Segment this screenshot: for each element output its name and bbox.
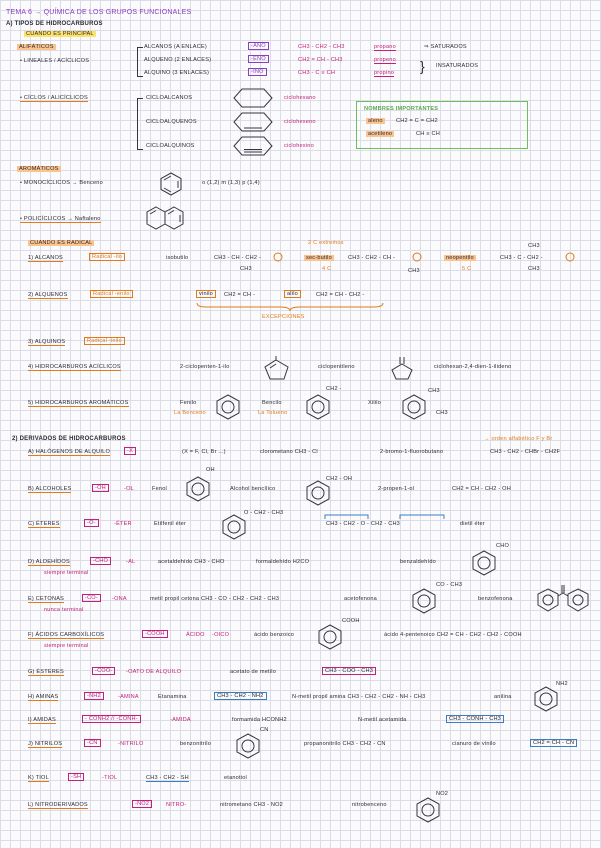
benzaldehyde-icon: [472, 550, 496, 576]
aciclicos-ex2: ciclopentileno: [318, 364, 355, 370]
cyclopentylidene-icon: [390, 356, 416, 380]
radical-aciclicos-label: 4) HIDROCARBUROS ACÍCLICOS: [28, 364, 121, 370]
radical-alquinos-label: 3) ALQUINOS: [28, 339, 66, 345]
sec-butilo-formula: CH3 - CH2 - CH -: [348, 255, 396, 261]
nitrobenceno-no2: NO2: [436, 791, 449, 797]
benzonitrilo-cn: CN: [260, 727, 269, 733]
lineales-label: • LINEALES / ACÍCLICOS: [20, 58, 90, 64]
tiol-label: K) TIOL: [28, 775, 49, 781]
benzyl-alcohol-icon: [306, 480, 330, 506]
esteres-label: G) ÉSTERES: [28, 669, 64, 675]
acido-pentenoico-text: ácido 4-pentenoico CH2 = CH - CH2 - CH2 - COOH: [384, 632, 522, 638]
halogenos-ex2: 2-bromo-1-fluorobutano: [380, 449, 444, 455]
aldehidos-box: -CHO: [90, 557, 111, 565]
naphthalene-icon: [146, 206, 186, 232]
fenilo-sub: La Benceno: [174, 410, 206, 416]
benzofenona-name: benzofenona: [478, 596, 513, 602]
alquinos-formula: CH3 - C ≡ CH: [298, 70, 336, 76]
alquinos-suffix: -INO: [248, 68, 267, 76]
cyclohexane-icon: [234, 89, 272, 107]
acetaldehido-text: acetaldehído CH3 - CHO: [158, 559, 225, 565]
cyclopentenyl-icon: [262, 356, 294, 382]
etanamina-name: Etanamina: [158, 694, 187, 700]
esteres-suffix: -OATO DE ALQUILO: [126, 669, 182, 675]
halogenos-box: -X: [124, 447, 136, 455]
formaldehido-text: formaldehído H2CO: [256, 559, 310, 565]
xililo-ch3-a: CH3: [428, 388, 440, 394]
ciclohexano-name: ciclohexano: [284, 95, 316, 101]
nitrilos-suffix: -NITRILO: [118, 741, 144, 747]
ciclicos-bracket: [137, 98, 143, 150]
aminas-label: H) AMINAS: [28, 694, 59, 700]
halogenos-ex2-formula: CH3 - CH2 - CHBr - CH2F: [490, 449, 561, 455]
nitroderivados-label: L) NITRODERIVADOS: [28, 802, 88, 808]
cetonas-label: E) CETONAS: [28, 596, 65, 602]
alquinos-label: ALQUINO (3 ENLACES): [144, 70, 210, 76]
aciclicos-ex1: 2-ciclopenten-1-ilo: [180, 364, 230, 370]
alquenos-name: propeno: [374, 57, 396, 63]
n-metil-propil-amina-text: N-metil propil amina CH3 - CH2 - CH2 - NH - CH3: [292, 694, 426, 700]
acetofenona-name: acetofenona: [344, 596, 377, 602]
acetophenone-icon: [412, 588, 436, 614]
neopentilo-bot: CH3: [528, 266, 540, 272]
benzyl-icon: [306, 394, 330, 420]
nitrometano-text: nitrometano CH3 - NO2: [220, 802, 283, 808]
ethyl-phenyl-ether-icon: [222, 514, 246, 540]
alcanos-formula: CH3 - CH2 - CH3: [298, 44, 345, 50]
alilo-name: alilo: [284, 290, 301, 298]
orden-note: → orden alfabético F y Br: [484, 436, 553, 442]
c5-label: 5 C: [462, 266, 472, 272]
saturados-label: ⇒ SATURADOS: [424, 44, 467, 50]
radical-alcanos-label: 1) ALCANOS: [28, 255, 63, 261]
insaturados-label: INSATURADOS: [436, 63, 479, 69]
amidas-box: - CONH2 // -CONH-: [82, 715, 141, 723]
halogenos-list: (X = F, Cl, Br ...): [182, 449, 226, 455]
alcoholes-label: B) ALCOHOLES: [28, 486, 72, 492]
dietil-eter-brackets: [324, 514, 446, 520]
xylyl-icon: [402, 394, 426, 420]
acido-benzoico-name: ácido benzoico: [254, 632, 295, 638]
anilina-name: anilina: [494, 694, 512, 700]
acetileno-label: acetileno: [368, 131, 393, 137]
fenol-oh: OH: [206, 467, 215, 473]
aldehidos-label: D) ALDEHÍDOS: [28, 559, 70, 565]
nitrobenceno-name: nitrobenceno: [352, 802, 387, 808]
aromaticos-label: AROMÁTICOS: [19, 166, 59, 172]
monociclicos-label: • MONOCÍCLICOS → Benceno: [20, 180, 103, 186]
amidas-suffix: -AMIDA: [170, 717, 191, 723]
etilfenil-eter-top: O - CH2 - CH3: [244, 510, 284, 516]
bencilo-name: Bencilo: [262, 400, 282, 406]
ciclohexino-name: ciclohexino: [284, 143, 314, 149]
cicloalcanos-label: CICLOALCANOS: [146, 95, 193, 101]
alquenos-suffix: -ENO: [248, 55, 269, 63]
etanamina-formula: CH3 - CH2 - NH2: [214, 692, 267, 700]
xililo-ch3-b: CH3: [436, 410, 448, 416]
section-a-title: A) TIPOS DE HIDROCARBUROS: [6, 21, 103, 27]
benzophenone-icon: [536, 584, 590, 614]
alquenos-label: ALQUENO (2 ENLACES): [144, 57, 212, 63]
nitrobenzene-icon: [416, 797, 440, 823]
amidas-label: I) AMIDAS: [28, 717, 56, 723]
dietil-eter-name: dietil éter: [460, 521, 485, 527]
etanotiol-formula: CH3 - CH2 - SH: [146, 775, 189, 781]
aleno-formula: CH2 = C = CH2: [396, 118, 438, 124]
propenol-name: 2-propen-1-ol: [378, 486, 415, 492]
alquinos-name: propino: [374, 70, 395, 76]
cetonas-note: nunca terminal: [44, 607, 84, 613]
acidos-box: -COOH: [142, 630, 168, 638]
halogenos-ex1: clorometano CH3 - Cl: [260, 449, 318, 455]
alcoholes-suffix: -OL: [124, 486, 134, 492]
nitrilos-box: -CN: [84, 739, 101, 747]
n-metil-acetamida-formula: CH3 - CONH - CH3: [446, 715, 504, 723]
excepciones-label: EXCEPCIONES: [262, 314, 305, 320]
aciclicos-ex3: ciclohexan-2,4-dien-1-ilideno: [434, 364, 512, 370]
benzene-icon: [160, 172, 182, 196]
bencilo-sub: La Tolueno: [258, 410, 288, 416]
radical-aromaticos-label: 5) HIDROCARBUROS AROMÁTICOS: [28, 400, 129, 406]
formamida-text: formamida HCONH2: [232, 717, 287, 723]
neopentilo-name: neopentilo: [446, 255, 474, 261]
vinilo-formula: CH2 = CH -: [224, 292, 256, 298]
alifaticos-label: ALIFÁTICOS: [19, 44, 54, 50]
alcanos-suffix: -ANO: [248, 42, 269, 50]
metil-propil-cetona-text: metil propil cetona CH3 - CO - CH2 - CH2 - CH3: [150, 596, 280, 602]
aminas-box: -NH2: [84, 692, 104, 700]
neopentilo-radical-dot-icon: [565, 252, 575, 262]
etanotiol-name: etanotiol: [224, 775, 247, 781]
nitroderivados-prefix: NITRO-: [166, 802, 187, 808]
eteres-suffix: -ÉTER: [114, 521, 132, 527]
anilina-nh2: NH2: [556, 681, 568, 687]
sec-butilo-name: sec-butilo: [306, 255, 332, 261]
sec-note: 2 C extremos: [308, 240, 344, 246]
benzonitrile-icon: [236, 733, 260, 759]
radical-alquenos-label: 2) ALQUENOS: [28, 292, 68, 298]
benzoic-acid-icon: [318, 624, 342, 650]
phenyl-icon: [216, 394, 240, 420]
tiol-box: -SH: [68, 773, 84, 781]
sec-butilo-radical-dot-icon: [412, 252, 422, 262]
isobutilo-sub: CH3: [240, 266, 252, 272]
halogenos-label: A) HALÓGENOS DE ALQUILO: [28, 449, 111, 455]
cuando-principal-label: CUANDO ES PRINCIPAL: [26, 31, 94, 37]
aldehidos-note: siempre terminal: [44, 570, 89, 576]
alcanos-label: ALCANOS (A ENLACE): [144, 44, 207, 50]
benzaldehido-cho: CHO: [496, 543, 510, 549]
acidos-label: F) ÁCIDOS CARBOXÍLICOS: [28, 632, 105, 638]
neopentilo-formula: CH3 - C - CH2 -: [500, 255, 543, 261]
posiciones-label: o (1,2) m (1,3) p (1,4): [202, 180, 260, 186]
ciclohexeno-name: ciclohexeno: [284, 119, 316, 125]
alcanos-name: propano: [374, 44, 396, 50]
eteres-label: C) ÉTERES: [28, 521, 60, 527]
alcohol-bencilico-top: CH2 - OH: [326, 476, 353, 482]
radical-alquinos-box: Radical -inilo: [84, 337, 125, 345]
ciclicos-label: • CÍCLOS / ALICÍCLICOS: [20, 95, 88, 101]
aldehidos-suffix: -AL: [126, 559, 136, 565]
alquenos-formula: CH2 = CH - CH3: [298, 57, 343, 63]
sec-butilo-sub: CH3: [408, 268, 420, 274]
acetofenona-top: CO - CH3: [436, 582, 463, 588]
cuando-radical-label: CUANDO ES RADICAL: [30, 240, 93, 246]
bencilo-top: CH2 -: [326, 386, 342, 392]
acidos-suffix: -OICO: [212, 632, 230, 638]
section-2-title: 2) DERIVADOS DE HIDROCARBUROS: [12, 436, 126, 442]
page-title: TEMA 6 → QUÍMICA DE LOS GRUPOS FUNCIONALES: [6, 9, 192, 16]
propanonitrilo-text: propanonitrilo CH3 - CH2 - CN: [304, 741, 386, 747]
alcoholes-box: -OH: [92, 484, 109, 492]
fenilo-name: Fenilo: [180, 400, 197, 406]
n-metil-acetamida-name: N-metil acetamida: [358, 717, 407, 723]
cetonas-box: -CO-: [82, 594, 101, 602]
acetileno-formula: CH ≡ CH: [416, 131, 440, 137]
acetato-metilo-name: acetato de metilo: [230, 669, 277, 675]
excepciones-brace: [196, 302, 384, 312]
etilfenil-eter-name: Etilfenil éter: [154, 521, 187, 527]
benzonitrilo-name: benzonitrilo: [180, 741, 212, 747]
phenol-icon: [186, 476, 210, 502]
radical-alcanos-box: Radical -ilo: [89, 253, 125, 261]
radical-alquenos-box: Radical -enilo: [90, 290, 133, 298]
insaturados-brace: }: [420, 58, 425, 74]
fenol-name: Fenol: [152, 486, 167, 492]
cetonas-suffix: -ONA: [112, 596, 127, 602]
acidos-prefix: ÁCIDO: [186, 632, 205, 638]
tiol-suffix: -TIOL: [102, 775, 118, 781]
acidos-note: siempre terminal: [44, 643, 89, 649]
nombres-importantes-title: NOMBRES IMPORTANTES: [364, 106, 439, 112]
eteres-box: -O-: [84, 519, 99, 527]
policiclicos-label: • POLICÍCLICOS → Naftaleno: [20, 216, 101, 222]
neopentilo-top: CH3: [528, 243, 540, 249]
cicloalquinos-label: CICLOALQUINOS: [146, 143, 195, 149]
aniline-icon: [534, 686, 558, 712]
dietil-eter-formula: CH3 - CH2 - O - CH2 - CH3: [326, 521, 400, 527]
cicloalquenos-label: CICLOALQUENOS: [146, 119, 197, 125]
nitroderivados-box: -NO2: [132, 800, 152, 808]
cianuro-vinilo-name: cianuro de vinilo: [452, 741, 496, 747]
acido-benzoico-cooh: COOH: [342, 618, 360, 624]
vinilo-name: vinilo: [196, 290, 216, 298]
benzaldehido-name: benzaldehído: [400, 559, 436, 565]
cyclohexane-drawings: [228, 88, 278, 156]
propenol-formula: CH2 = CH - CH2 - OH: [452, 486, 511, 492]
esteres-box: -COO-: [92, 667, 115, 675]
lineales-bracket: [137, 47, 143, 77]
xililo-name: Xililo: [368, 400, 382, 406]
alilo-formula: CH2 = CH - CH2 -: [316, 292, 365, 298]
isobutilo-name: isobutilo: [166, 255, 189, 261]
isobutilo-radical-dot-icon: [273, 252, 283, 262]
isobutilo-formula: CH3 - CH - CH2 -: [214, 255, 262, 261]
acetato-metilo-formula: CH3 - COO - CH3: [322, 667, 376, 675]
aminas-suffix: -AMINA: [118, 694, 139, 700]
alcohol-bencilico-name: Alcohol bencílico: [230, 486, 276, 492]
aleno-label: aleno: [368, 118, 383, 124]
nitrilos-label: J) NITRILOS: [28, 741, 63, 747]
cianuro-vinilo-formula: CH2 = CH - CN: [530, 739, 577, 747]
c4-label: 4 C: [322, 266, 332, 272]
